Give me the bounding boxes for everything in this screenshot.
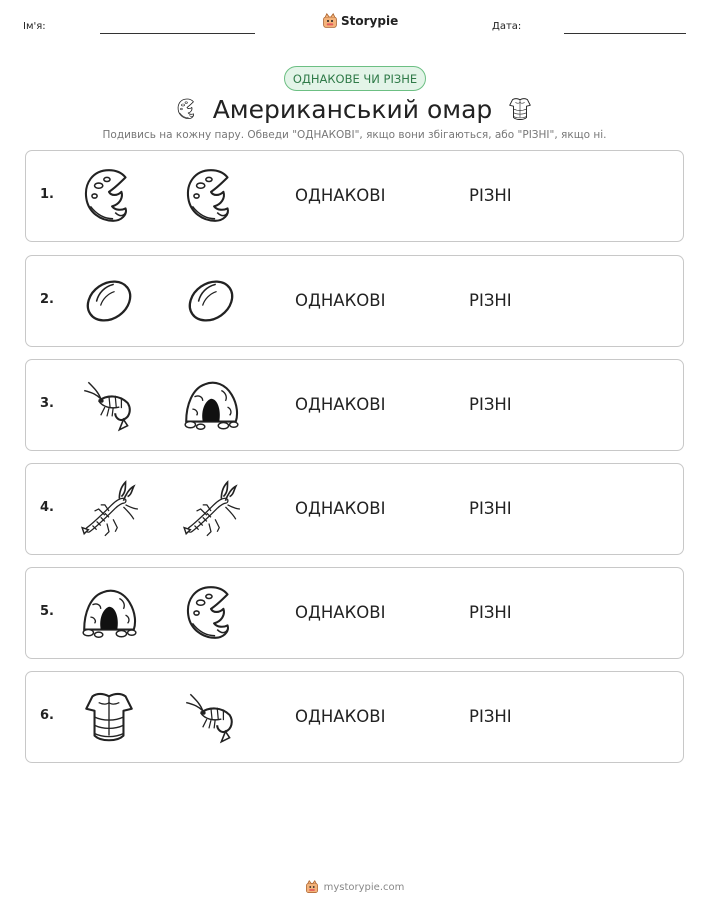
question-row — [25, 255, 684, 347]
option-different[interactable]: РІЗНІ — [469, 186, 512, 205]
name-label: Ім'я: — [23, 21, 46, 32]
storypie-logo-icon — [305, 880, 319, 894]
egg-icon — [180, 270, 242, 332]
option-same[interactable]: ОДНАКОВІ — [295, 291, 386, 310]
claw-icon — [78, 165, 140, 227]
question-row — [25, 671, 684, 763]
option-different[interactable]: РІЗНІ — [469, 707, 512, 726]
footer — [0, 880, 709, 894]
question-row — [25, 359, 684, 451]
worksheet-type-badge: ОДНАКОВЕ ЧИ РІЗНЕ — [284, 66, 426, 91]
claw-icon — [175, 95, 199, 123]
brand-name: Storypie — [341, 14, 399, 28]
instructions: Подивись на кожну пару. Обведи "ОДНАКОВІ", якщо вони збігаються, або "РІЗНІ", якщо ні. — [102, 129, 607, 141]
option-same[interactable]: ОДНАКОВІ — [295, 707, 386, 726]
date-label: Дата: — [492, 21, 522, 32]
armor-icon — [506, 95, 534, 123]
question-number: 1. — [40, 187, 54, 202]
shrimp-icon — [180, 686, 242, 748]
lobster-icon — [78, 478, 140, 540]
question-number: 5. — [40, 604, 54, 619]
question-row — [25, 463, 684, 555]
option-different[interactable]: РІЗНІ — [469, 395, 512, 414]
question-number: 4. — [40, 500, 54, 515]
shrimp-icon — [78, 374, 140, 436]
claw-icon — [180, 582, 242, 644]
question-row — [25, 567, 684, 659]
question-number: 3. — [40, 396, 54, 411]
claw-icon — [180, 165, 242, 227]
option-same[interactable]: ОДНАКОВІ — [295, 395, 386, 414]
question-number: 6. — [40, 708, 54, 723]
option-different[interactable]: РІЗНІ — [469, 291, 512, 310]
question-row — [25, 150, 684, 242]
option-same[interactable]: ОДНАКОВІ — [295, 603, 386, 622]
page-title: Американський омар — [212, 94, 493, 124]
question-number: 2. — [40, 292, 54, 307]
title-row — [0, 92, 709, 126]
storypie-logo-icon — [322, 13, 338, 29]
option-different[interactable]: РІЗНІ — [469, 603, 512, 622]
lobster-icon — [180, 478, 242, 540]
egg-icon — [78, 270, 140, 332]
option-different[interactable]: РІЗНІ — [469, 499, 512, 518]
cave-icon — [180, 374, 242, 436]
armor-icon — [78, 686, 140, 748]
date-field-line[interactable] — [564, 33, 686, 34]
option-same[interactable]: ОДНАКОВІ — [295, 499, 386, 518]
name-field-line[interactable] — [100, 33, 255, 34]
brand-logo — [322, 13, 398, 29]
cave-icon — [78, 582, 140, 644]
option-same[interactable]: ОДНАКОВІ — [295, 186, 386, 205]
footer-site: mystorypie.com — [323, 881, 405, 893]
